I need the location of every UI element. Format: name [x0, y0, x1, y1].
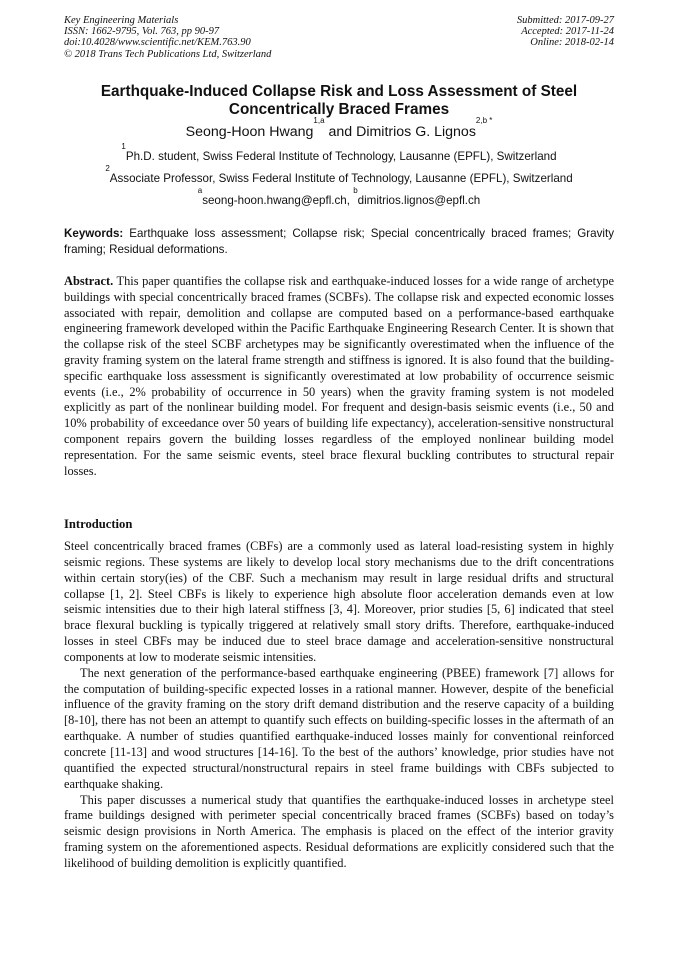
dates-info	[517, 15, 614, 49]
abstract-block	[64, 274, 614, 479]
abstract-label: Abstract.	[64, 274, 114, 288]
doi-line: doi:10.4028/www.scientific.net/KEM.763.90	[64, 37, 251, 49]
affiliation-1-sup: 1	[121, 142, 126, 151]
paper-title: Earthquake-Induced Collapse Risk and Loss Assessment of Steel Concentrically Braced Frames	[100, 83, 578, 118]
email-b: dimitrios.lignos@epfl.ch	[357, 194, 481, 207]
issn-line: ISSN: 1662-9795, Vol. 763, pp 90-97	[64, 26, 220, 38]
keywords-label: Keywords:	[64, 227, 124, 240]
author-line	[64, 116, 614, 141]
journal-name: Key Engineering Materials	[64, 15, 179, 26]
author-1-sup: 1,a	[313, 116, 325, 125]
affiliation-2	[64, 164, 614, 186]
intro-paragraph-2: The next generation of the performance-based earthquake engineering (PBEE) framework [7] allows for the computation of building-specific expected losses in a rational manner. However, despite of the beneficial influence of the gravity framing on the story drift demand distribution and the reserve capacity of a building [8-10], there has not been an attempt to quantify such effects on building-specific losses in the aftermath of an earthquake. A number of studies quantified earthquake-induced losses mainly for conventional reinforced concrete [11-13] and wood structures [14-16]. To the best of the authors’ knowledge, prior studies have not quantified the expected structural/nonstructural repairs in steel frame buildings with CBFs subjected to earthquake shaking.	[64, 665, 614, 791]
email-a: seong-hoon.hwang@epfl.ch,	[202, 194, 354, 207]
email-a-sup: a	[197, 186, 203, 195]
copyright-line: © 2018 Trans Tech Publications Ltd, Switzerland	[64, 48, 272, 60]
email-b-sup: b	[353, 186, 358, 195]
affiliation-2-sup: 2	[105, 164, 110, 173]
abstract-text: This paper quantifies the collapse risk and earthquake-induced losses for a wide range of archetype buildings with special concentrically braced frames (SCBFs). The collapse risk and expected economic losses associated with repair, demolition and collapse are computed based on a performance-based earthquake engineering framework developed within the Pacific Earthquake Engineering Research Center. It is shown that the collapse risk of the steel SCBF archetypes may be significantly overestimated when the influence of the gravity framing system on the lateral frame strength and stiffness is ignored. It is also found that the building-specific earthquake loss assessment is significantly overestimated at low probability of occurrence seismic events (i.e., 2% probability of occurrence in 50 years) when the gravity framing system is not modeled explicitly as part of the nonlinear building model. For frequent and design-basis seismic events (i.e., 50 and 10% probability of exceedance over 50 years of building life expectancy), acceleration-sensitive nonstructural component repairs govern the building losses regardless of the employed nonlinear building model representation. For the same seismic events, steel brace flexural buckling contributes to structural repair losses.	[64, 274, 614, 478]
affiliation-1-text: Ph.D. student, Swiss Federal Institute of Technology, Lausanne (EPFL), Switzerland	[125, 150, 557, 163]
online-date: Online: 2018-02-14	[530, 37, 614, 49]
intro-paragraph-1: Steel concentrically braced frames (CBFs) are a commonly used as lateral load-resisting system in highly seismic regions. These systems are likely to develop local story mechanisms due to the drift concentrations within certain story(ies) of the CBF. Such a mechanism may result in large residual drifts and structural collapse [1, 2]. Steel CBFs is likely to experience high absolute floor acceleration demands even at low seismic intensities due to their high lateral stiffness [3, 4]. Moreover, prior studies [5, 6] indicated that steel brace flexural buckling is typically triggered at relatively small story drifts. Therefore, earthquake-induced losses in steel CBFs may be induced due to steel brace damage and acceleration-sensitive nonstructural components at low to moderate seismic intensities.	[64, 539, 614, 664]
intro-paragraph-3: This paper discusses a numerical study that quantifies the earthquake-induced losses in archetype steel frame buildings designed with perimeter special concentrically braced frames (SCBFs) based on today’s seismic design provisions in North America. The emphasis is placed on the effect of the interior gravity framing system on the aforementioned aspects. Residual deformations are explicitly considered such that the likelihood of building demolition is explicitly quantified.	[64, 792, 614, 870]
affiliation-1	[64, 142, 614, 164]
author-2-name: Dimitrios G. Lignos	[356, 124, 476, 140]
author-conjunction: and	[324, 124, 357, 140]
author-1-name: Seong-Hoon Hwang	[185, 124, 314, 140]
introduction-heading: Introduction	[64, 517, 133, 531]
accepted-date: Accepted: 2017-11-24	[521, 26, 614, 38]
keywords-block	[64, 226, 614, 258]
introduction-body	[64, 539, 614, 872]
affiliation-2-text: Associate Professor, Swiss Federal Institute of Technology, Lausanne (EPFL), Switzerland	[109, 172, 573, 185]
email-line	[64, 186, 614, 208]
submitted-date: Submitted: 2017-09-27	[516, 15, 614, 26]
journal-info	[64, 15, 271, 60]
author-2-sup: 2,b *	[475, 116, 493, 125]
keywords-text: Earthquake loss assessment; Collapse risk; Special concentrically braced frames; Gravity framing; Residual deformations.	[64, 227, 614, 257]
